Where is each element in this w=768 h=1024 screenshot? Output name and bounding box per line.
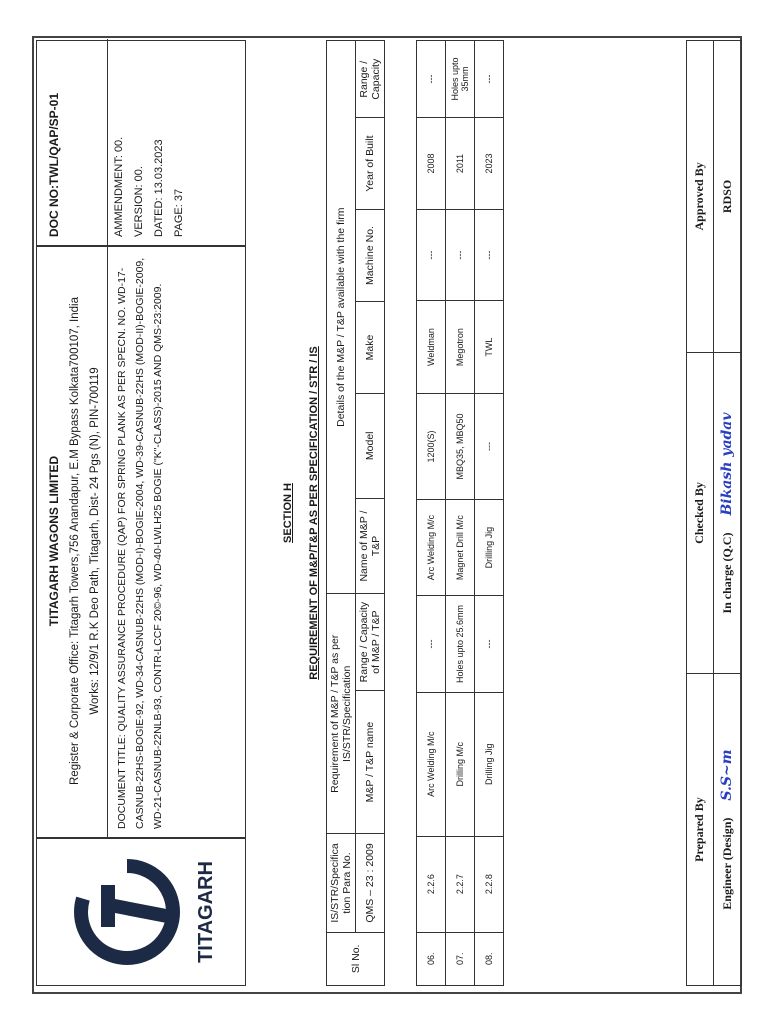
col-range-avail: Range / Capacity bbox=[356, 41, 385, 118]
approved-role: RDSO bbox=[713, 41, 741, 353]
checked-by-label: Checked By bbox=[687, 352, 714, 673]
prepared-by-label: Prepared By bbox=[687, 674, 714, 986]
col-model: Model bbox=[356, 393, 385, 498]
col-year: Year of Built bbox=[356, 118, 385, 209]
page-number: PAGE: 37 bbox=[173, 188, 185, 237]
doc-meta bbox=[36, 40, 246, 246]
office-address: Register & Corporate Office: Titagarh Towers,756 Anandapur, E.M Bypass Kolkata700107, India bbox=[69, 297, 81, 785]
qms-cell: QMS – 23 : 2009 bbox=[356, 834, 385, 932]
company-name: TITAGARH WAGONS LIMITED bbox=[47, 455, 61, 627]
requirement-heading: REQUIREMENT OF M&P/T&P AS PER SPECIFICATION / STR / IS bbox=[308, 346, 320, 680]
col-range: Range / Capacity of M&P / T&P bbox=[356, 594, 385, 691]
col-name-avail: Name of M&P / T&P bbox=[356, 498, 385, 594]
company-header bbox=[36, 246, 246, 838]
col-requirement-group: Requirement of M&P / T&P as per IS/STR/Specification bbox=[327, 594, 356, 834]
section-heading: SECTION H bbox=[282, 483, 294, 543]
divider bbox=[107, 245, 108, 837]
col-sl: Sl No. bbox=[327, 932, 385, 985]
prepared-signature: S.S~m bbox=[719, 749, 736, 815]
col-name: M&P / T&P name bbox=[356, 690, 385, 833]
prepared-role: Engineer (Design) S.S~m bbox=[713, 674, 741, 986]
approved-by-label: Approved By bbox=[687, 41, 714, 353]
amendment: AMMENDMENT: 00. bbox=[113, 136, 125, 237]
col-machine: Machine No. bbox=[356, 209, 385, 301]
version: VERSION: 00. bbox=[133, 166, 145, 237]
works-address: Works: 12/9/1 R.K Deo Path, Titagarh, Dist- 24 Pgs (N), PIN-700119 bbox=[89, 367, 101, 715]
table-row: 06. 2.2.6 Arc Welding M/c --- Arc Welding M/c 1200(S) Weldman --- 2008 --- bbox=[417, 41, 446, 986]
signature-table bbox=[686, 40, 742, 986]
doc-number: DOC NO:TWL/QAP/SP-01 bbox=[47, 92, 61, 237]
requirement-header-table bbox=[326, 40, 385, 986]
table-row: 08. 2.2.8 Drilling Jig --- Drilling Jig --- TWL --- 2023 --- bbox=[475, 41, 504, 986]
titagarh-logo-icon bbox=[37, 839, 245, 985]
dated: DATED: 13.03.2023 bbox=[153, 139, 165, 237]
checked-signature: Bikash yadav bbox=[719, 412, 736, 530]
col-is-para: IS/STR/Specifica tion Para No. bbox=[327, 834, 356, 932]
document-title: DOCUMENT TITLE: QUALITY ASSURANCE PROCEDURE (QAP) FOR SPRING PLANK AS PER SPECN. NO. WD-17-CASNUB-22HS-BOGIE-92, WD-34-CASNUB-22HS (MOD-I)-BOGIE-2004, WD-39-CASNUB-22HS (MOD-II)-BOGIE-2009, WD-21-CASNUB-22NLB-93, CONTR-LCCF 20©-96, WD-40-LWLH25 BOGIE ("K"-CLASS)-2015 AND QMS-23:2009. bbox=[116, 257, 164, 829]
logo-text: TITAGARH bbox=[195, 861, 217, 963]
col-make: Make bbox=[356, 302, 385, 394]
col-details-group: Details of the M&P / T&P available with the firm bbox=[327, 41, 356, 594]
equipment-table bbox=[416, 40, 504, 986]
divider bbox=[107, 39, 108, 245]
rotated-document bbox=[36, 40, 742, 986]
checked-role: In charge (Q.C) Bikash yadav bbox=[713, 352, 741, 673]
table-row: 07. 2.2.7 Drilling M/c Holes upto 25.6mm Magnet Drill M/c MBQ35, MBQ50 Megotron --- 2011 Holes upto 35mm bbox=[446, 41, 475, 986]
logo-cell bbox=[36, 838, 246, 986]
